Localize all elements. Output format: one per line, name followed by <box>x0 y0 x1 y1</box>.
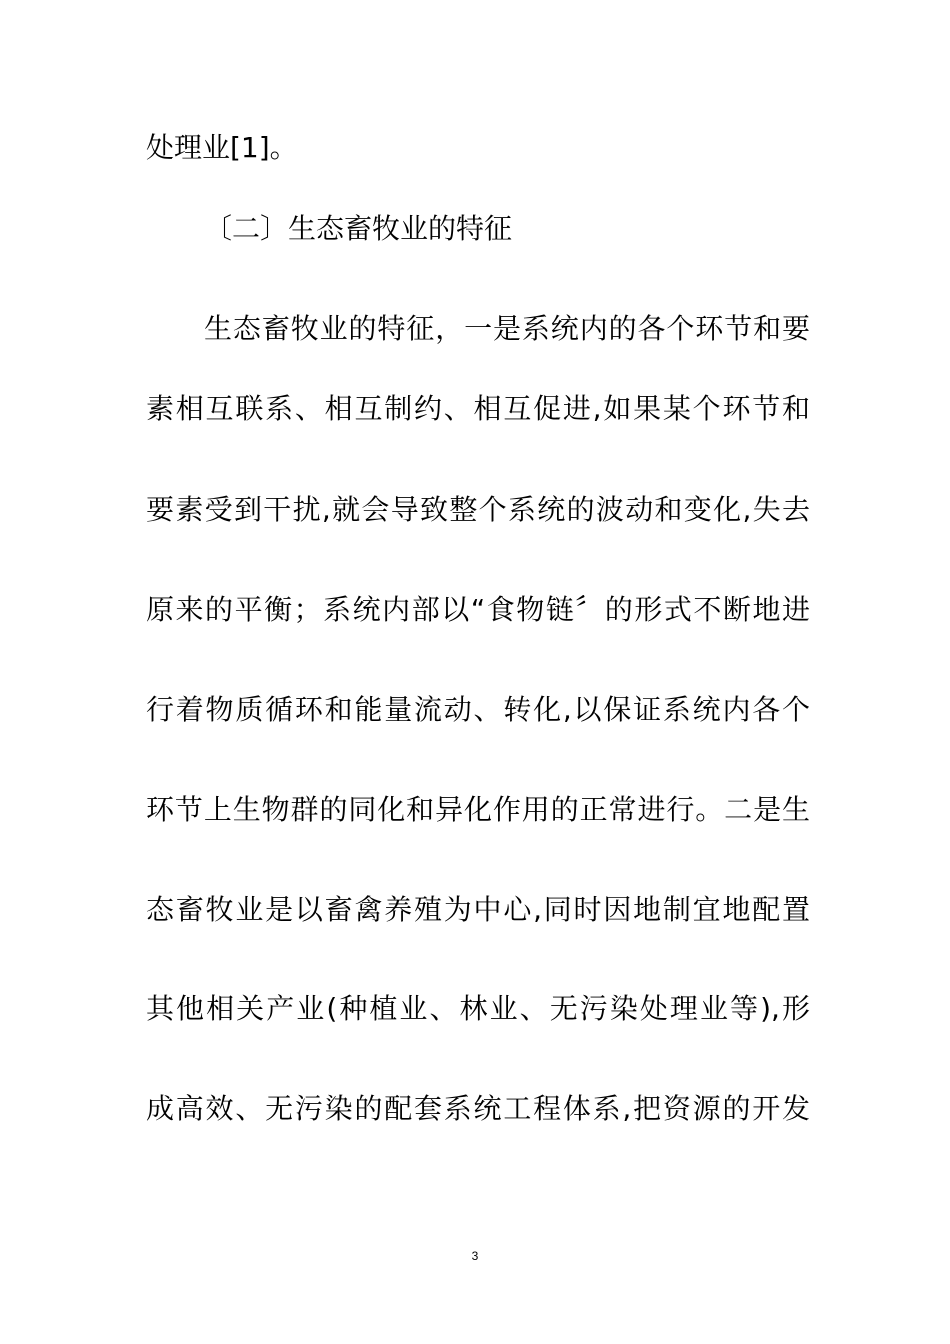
paragraph-line: 生态畜牧业的特征，一是系统内的各个环节和要 <box>204 312 810 345</box>
paragraph-line: 要素受到干扰,就会导致整个系统的波动和变化,失去 <box>146 493 810 526</box>
paragraph-line: 成高效、无污染的配套系统工程体系,把资源的开发 <box>146 1092 810 1125</box>
section-heading: 〔二〕生态畜牧业的特征 <box>204 212 513 245</box>
paragraph-line: 态畜牧业是以畜禽养殖为中心,同时因地制宜地配置 <box>146 893 810 926</box>
paragraph-line: 环节上生物群的同化和异化作用的正常进行。二是生 <box>146 793 810 826</box>
opening-line: 处理业[1]。 <box>146 131 298 164</box>
paragraph-line: 其他相关产业(种植业、林业、无污染处理业等),形 <box>146 992 810 1025</box>
paragraph-line: 原来的平衡；系统内部以“食物链〞的形式不断地进 <box>146 593 810 626</box>
paragraph-line: 行着物质循环和能量流动、转化,以保证系统内各个 <box>146 693 810 726</box>
page-number: 3 <box>471 1249 479 1263</box>
paragraph-line: 素相互联系、相互制约、相互促进,如果某个环节和 <box>146 392 810 425</box>
